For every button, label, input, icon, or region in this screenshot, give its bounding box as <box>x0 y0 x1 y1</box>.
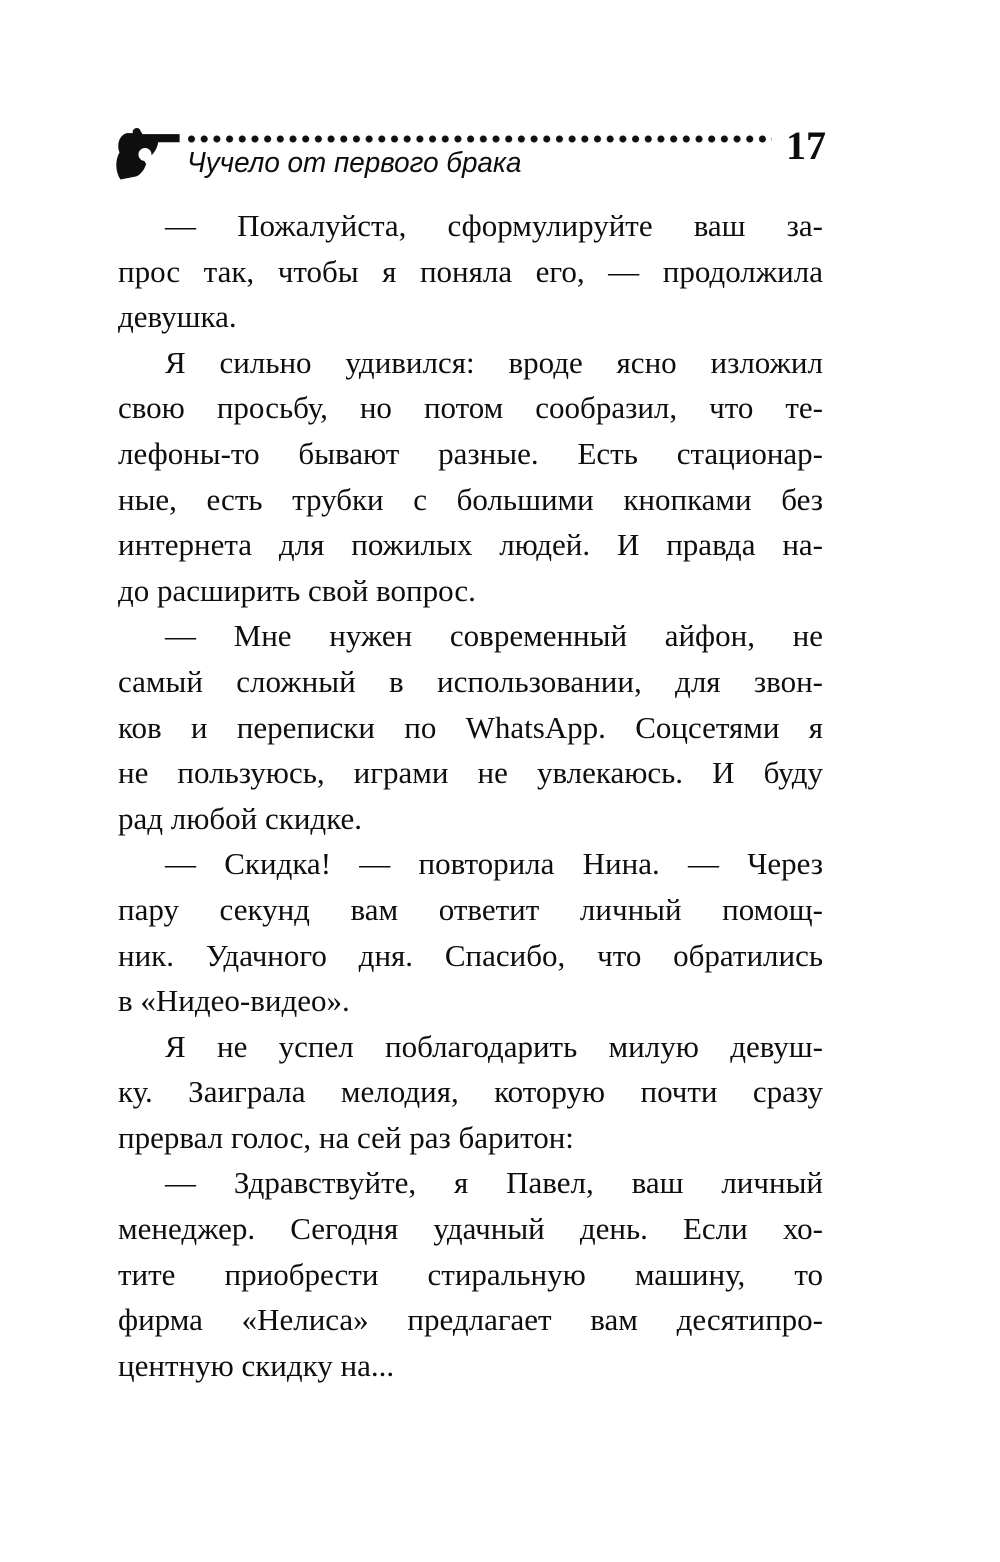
text-line: менеджер. Сегодня удачный день. Если хо- <box>118 1211 823 1247</box>
text-line: — Пожалуйста, сформулируйте ваш за- <box>165 208 823 243</box>
paragraph <box>118 1160 823 1388</box>
text-line: прос так, чтобы я поняла его, — продолжила <box>118 253 823 289</box>
text-line: лефоны-то бывают разные. Есть стационар- <box>118 435 823 471</box>
page-number: 17 <box>786 123 826 168</box>
dotted-rule <box>187 134 772 144</box>
paragraph <box>118 613 823 841</box>
text-line: ков и переписки по WhatsApp. Соцсетями я <box>118 709 823 745</box>
running-title: Чучело от первого брака <box>187 147 522 179</box>
text-line: самый сложный в использовании, для звон- <box>118 663 823 699</box>
text-line: ку. Заиграла мелодия, которую почти сразу <box>118 1074 823 1110</box>
text-line: Я не успел поблагодарить милую девуш- <box>165 1028 823 1064</box>
text-line: не пользуюсь, играми не увлекаюсь. И буду <box>118 755 823 791</box>
paragraph <box>118 340 823 614</box>
text-line: девушка. <box>118 299 237 335</box>
paragraph <box>118 841 823 1023</box>
paragraph <box>118 1024 823 1161</box>
text-line: ник. Удачного дня. Спасибо, что обратились <box>118 937 823 973</box>
text-line: — Скидка! — повторила Нина. — Через <box>165 846 823 882</box>
pistol-icon <box>111 126 181 180</box>
body-text <box>118 203 823 1388</box>
text-line: центную скидку на... <box>118 1347 395 1383</box>
text-line: фирма «Нелиса» предлагает вам десятипро- <box>118 1302 823 1338</box>
text-line: до расширить свой вопрос. <box>118 572 476 608</box>
text-line: рад любой скидке. <box>118 800 363 836</box>
text-line: тите приобрести стиральную машину, то <box>118 1256 823 1292</box>
text-line: ные, есть трубки с большими кнопками без <box>118 481 823 517</box>
text-line: Я сильно удивился: вроде ясно изложил <box>165 344 823 380</box>
text-line: — Мне нужен современный айфон, не <box>165 618 823 654</box>
text-line: свою просьбу, но потом сообразил, что те- <box>118 390 823 426</box>
paragraph <box>118 203 823 340</box>
text-line: прервал голос, на сей раз баритон: <box>118 1119 574 1155</box>
text-line: — Здравствуйте, я Павел, ваш личный <box>165 1165 823 1201</box>
text-line: интернета для пожилых людей. И правда на- <box>118 527 823 563</box>
text-line: пару секунд вам ответит личный помощ- <box>118 891 823 927</box>
text-line: в «Нидео-видео». <box>118 983 350 1019</box>
